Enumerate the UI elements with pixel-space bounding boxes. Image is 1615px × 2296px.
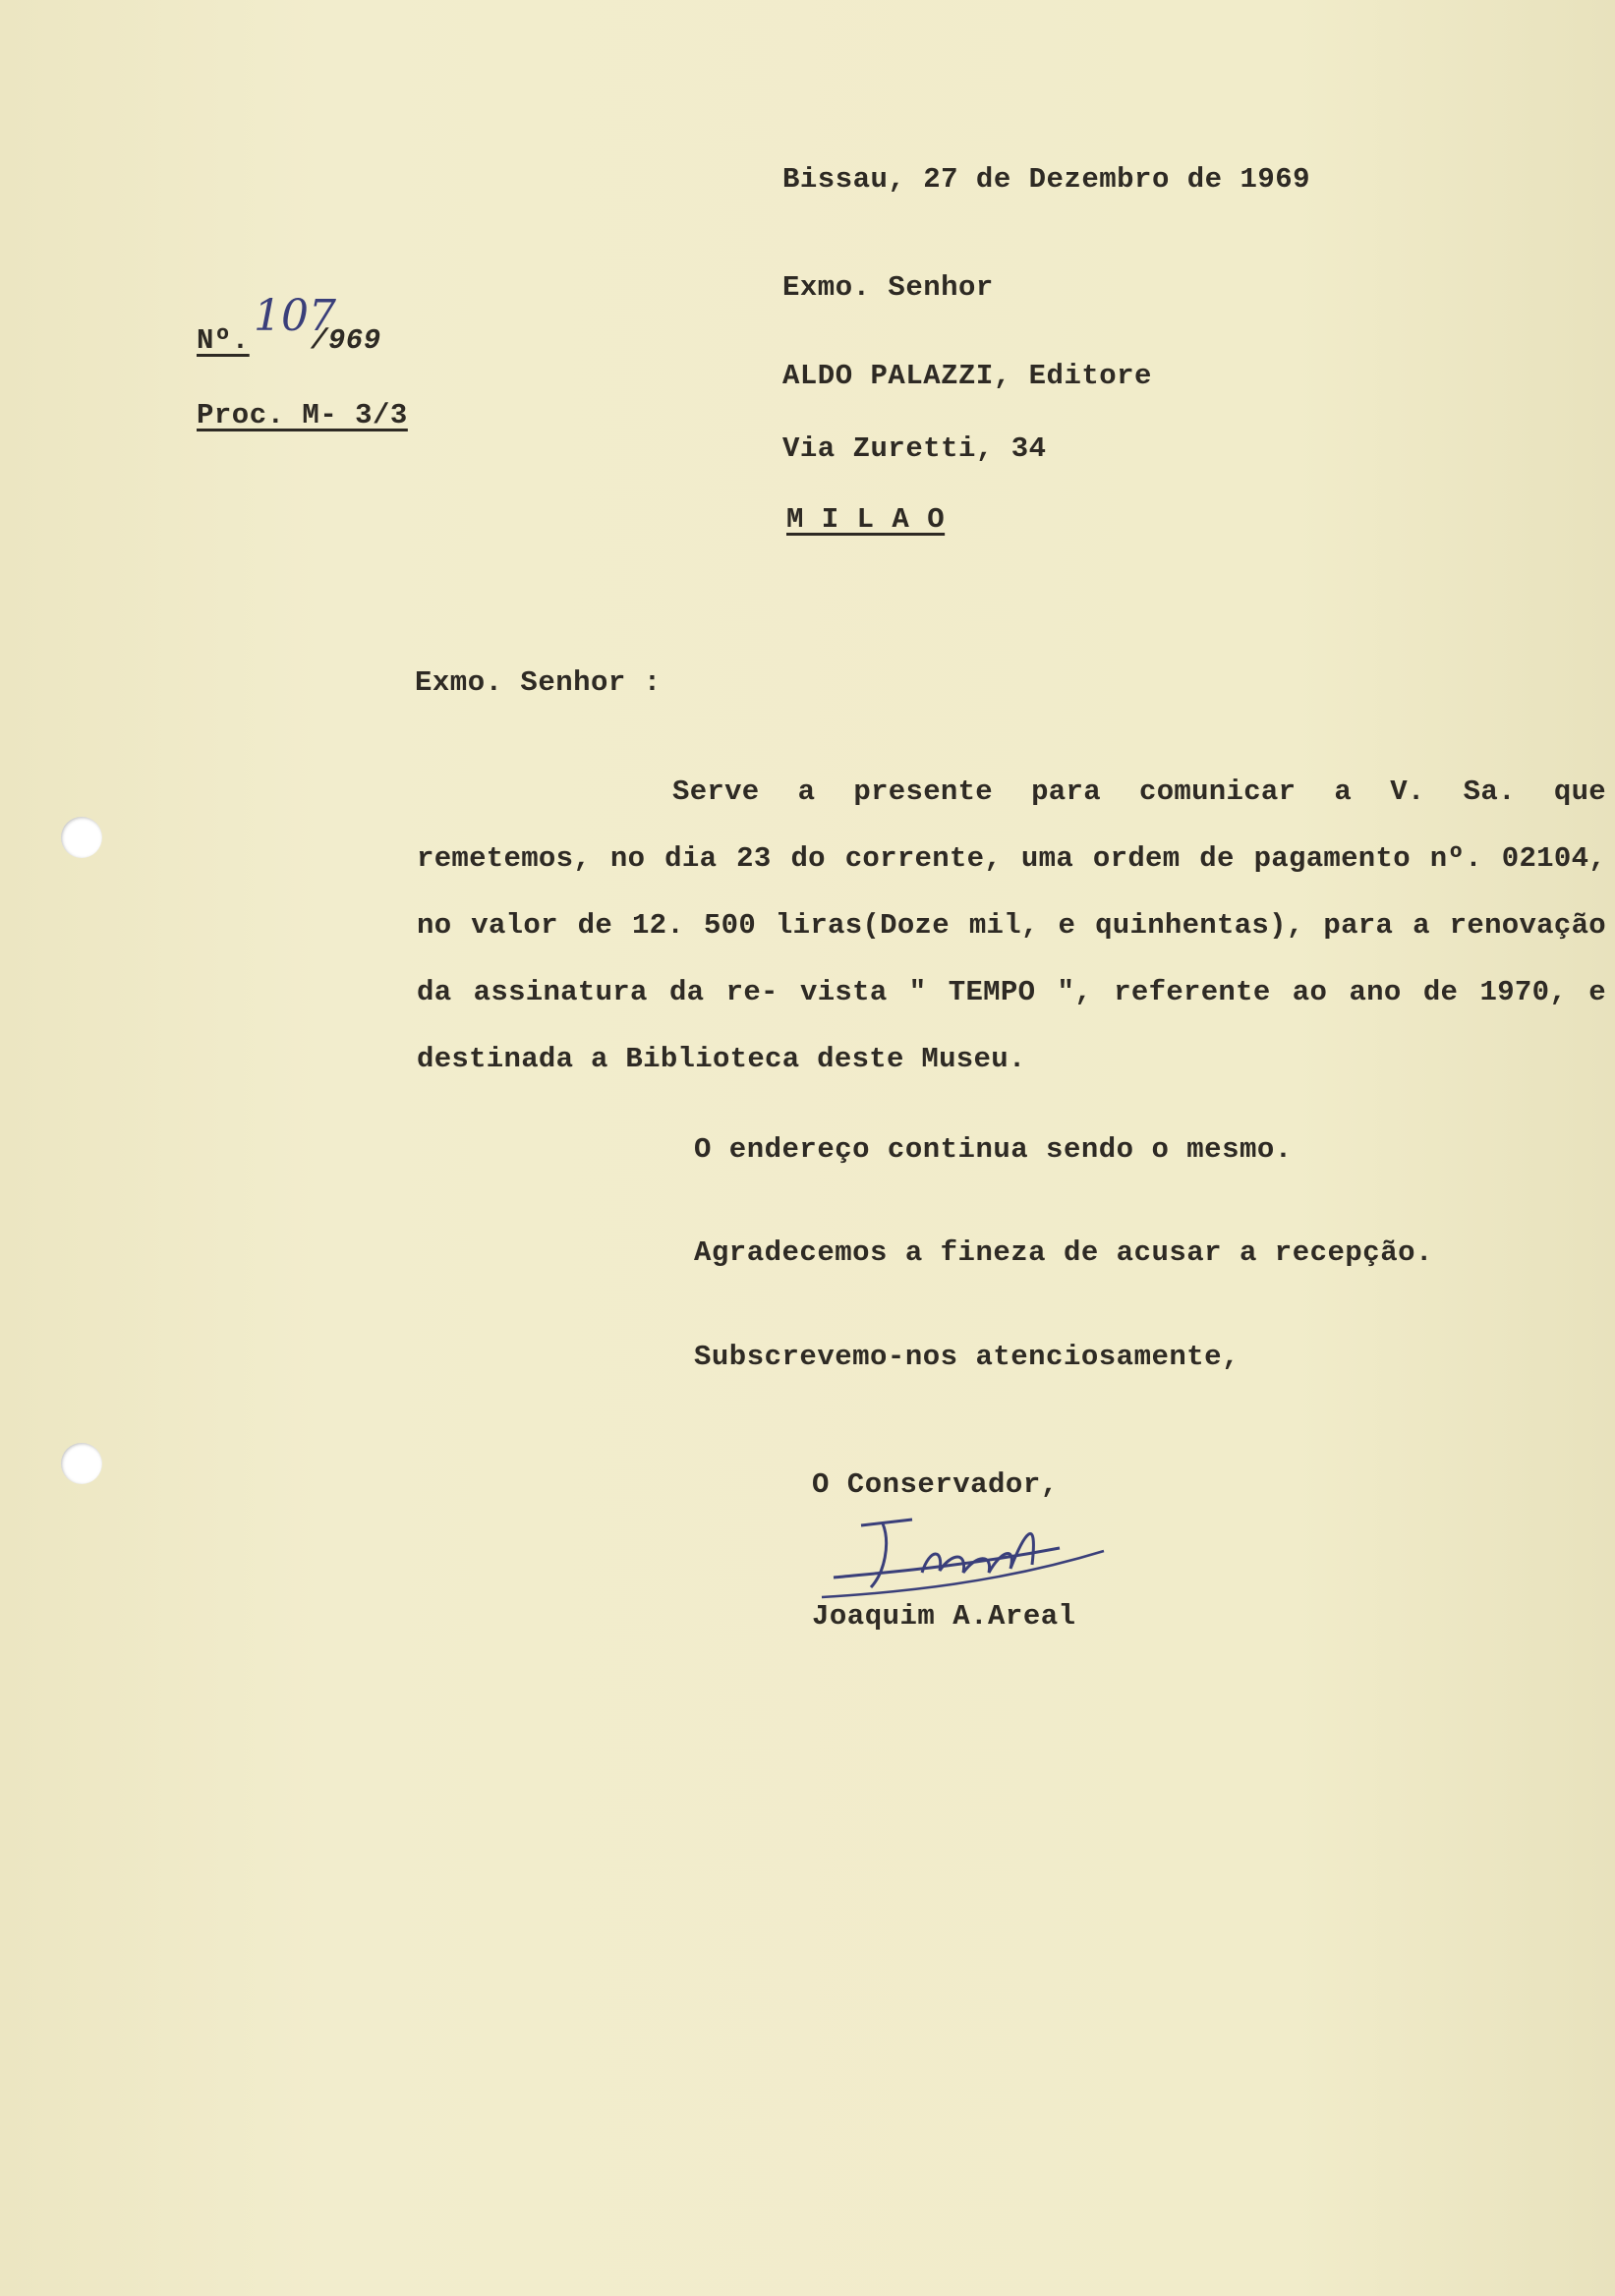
letter-date: Bissau, 27 de Dezembro de 1969 <box>782 163 1311 196</box>
recipient-street: Via Zuretti, 34 <box>782 432 1047 465</box>
handwritten-signature <box>814 1504 1109 1612</box>
main-paragraph <box>417 759 1606 1093</box>
main-paragraph-text: Serve a presente para comunicar a V. Sa. que remetemos, no dia 23 do corrente, uma ordem de pagamento nº. 02104, no valor de 12. 500 liras(Doze mil, e quinhentas), para a renovação da assinatura da re- vista " TEMPO ", referente ao ano de 1970, e destinada a Biblioteca deste Museu. <box>417 775 1606 1075</box>
body-salutation: Exmo. Senhor : <box>415 666 662 699</box>
thanks-note: Agradecemos a fineza de acusar a recepção. <box>694 1236 1433 1269</box>
closing-line: Subscrevemo-nos atenciosamente, <box>694 1341 1240 1373</box>
punch-hole-bottom <box>61 1443 102 1484</box>
recipient-name: ALDO PALAZZI, Editore <box>782 360 1152 392</box>
signatory-name: Joaquim A.Areal <box>812 1600 1076 1633</box>
recipient-salutation: Exmo. Senhor <box>782 271 994 304</box>
recipient-city: M I L A O <box>786 503 946 536</box>
reference-number-handwritten: 107 <box>254 291 336 341</box>
process-reference: Proc. M- 3/3 <box>197 399 408 431</box>
reference-number-prefix: Nº. <box>197 324 250 357</box>
reference-number-suffix: /969 <box>311 324 381 357</box>
punch-hole-top <box>61 817 102 858</box>
address-note: O endereço continua sendo o mesmo. <box>694 1133 1293 1166</box>
signatory-title: O Conservador, <box>812 1468 1059 1501</box>
